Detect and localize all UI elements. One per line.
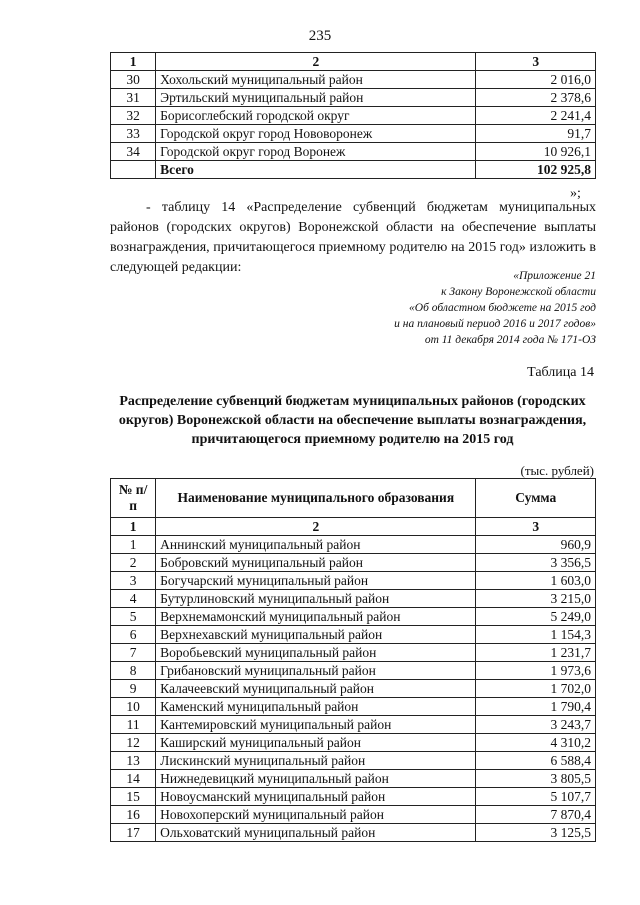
table-row: [111, 680, 596, 698]
table-row: [111, 644, 596, 662]
page-number: 235: [308, 28, 332, 44]
total-empty-cell: [111, 161, 156, 179]
row-number: 8: [111, 662, 156, 680]
appendix-line: и на плановый период 2016 и 2017 годов»: [394, 318, 596, 330]
row-name: Городской округ город Нововоронеж: [156, 125, 476, 143]
row-name: Бобровский муниципальный район: [156, 554, 476, 572]
row-number: 16: [111, 806, 156, 824]
row-name: Кантемировский муниципальный район: [156, 716, 476, 734]
total-value: 102 925,8: [476, 161, 596, 179]
row-number: 33: [111, 125, 156, 143]
row-value: 5 249,0: [476, 608, 596, 626]
appendix-line: «Приложение 21: [513, 270, 596, 282]
row-name: Воробьевский муниципальный район: [156, 644, 476, 662]
row-number: 9: [111, 680, 156, 698]
row-value: 2 378,6: [476, 89, 596, 107]
table-row: [111, 554, 596, 572]
row-value: 10 926,1: [476, 143, 596, 161]
table-row: [111, 806, 596, 824]
units-label: (тыс. рублей): [520, 463, 594, 478]
row-name: Нижнедевицкий муниципальный район: [156, 770, 476, 788]
table-row: [111, 71, 596, 89]
row-value: 6 588,4: [476, 752, 596, 770]
row-number: 6: [111, 626, 156, 644]
table-row: [111, 734, 596, 752]
row-name: Лискинский муниципальный район: [156, 752, 476, 770]
table-header-row: [111, 479, 596, 518]
row-number: 11: [111, 716, 156, 734]
table-row: [111, 608, 596, 626]
row-number: 4: [111, 590, 156, 608]
col-number: 1: [111, 518, 156, 536]
table-row: [111, 107, 596, 125]
header-name: Наименование муниципального образования: [156, 479, 476, 518]
row-value: 7 870,4: [476, 806, 596, 824]
table-header-row: [111, 53, 596, 71]
row-number: 12: [111, 734, 156, 752]
table-row: [111, 125, 596, 143]
row-name: Новохоперский муниципальный район: [156, 806, 476, 824]
table-row: [111, 536, 596, 554]
table-row: [111, 662, 596, 680]
total-row: [111, 161, 596, 179]
col-header-1: 1: [111, 53, 156, 71]
col-number: 3: [476, 518, 596, 536]
row-value: 1 973,6: [476, 662, 596, 680]
row-value: 5 107,7: [476, 788, 596, 806]
total-label: Всего: [156, 161, 476, 179]
top-table: [110, 52, 596, 179]
row-number: 31: [111, 89, 156, 107]
row-value: 1 231,7: [476, 644, 596, 662]
row-value: 2 241,4: [476, 107, 596, 125]
row-name: Хохольский муниципальный район: [156, 71, 476, 89]
table-row: [111, 626, 596, 644]
table-row: [111, 89, 596, 107]
col-header-3: 3: [476, 53, 596, 71]
row-value: 2 016,0: [476, 71, 596, 89]
appendix-reference: [276, 268, 596, 348]
row-number: 15: [111, 788, 156, 806]
appendix-line: от 11 декабря 2014 года № 171-ОЗ: [424, 334, 596, 346]
row-name: Каменский муниципальный район: [156, 698, 476, 716]
row-name: Аннинский муниципальный район: [156, 536, 476, 554]
table-row: [111, 143, 596, 161]
row-value: 3 356,5: [476, 554, 596, 572]
row-name: Калачеевский муниципальный район: [156, 680, 476, 698]
row-name: Верхнехавский муниципальный район: [156, 626, 476, 644]
row-number: 1: [111, 536, 156, 554]
row-value: 3 805,5: [476, 770, 596, 788]
row-name: Грибановский муниципальный район: [156, 662, 476, 680]
row-name: Богучарский муниципальный район: [156, 572, 476, 590]
row-value: 960,9: [476, 536, 596, 554]
row-number: 3: [111, 572, 156, 590]
table-label: Таблица 14: [527, 365, 594, 380]
row-name: Верхнемамонский муниципальный район: [156, 608, 476, 626]
row-number: 30: [111, 71, 156, 89]
table-row: [111, 572, 596, 590]
row-name: Борисоглебский городской округ: [156, 107, 476, 125]
row-name: Городской округ город Воронеж: [156, 143, 476, 161]
row-value: 3 243,7: [476, 716, 596, 734]
row-value: 3 125,5: [476, 824, 596, 842]
row-number: 32: [111, 107, 156, 125]
row-name: Бутурлиновский муниципальный район: [156, 590, 476, 608]
row-name: Ольховатский муниципальный район: [156, 824, 476, 842]
row-number: 2: [111, 554, 156, 572]
table-row: [111, 590, 596, 608]
row-name: Новоусманский муниципальный район: [156, 788, 476, 806]
table-row: [111, 698, 596, 716]
column-number-row: [111, 518, 596, 536]
row-number: 5: [111, 608, 156, 626]
row-number: 7: [111, 644, 156, 662]
table-title: Распределение субвенций бюджетам муниципальных районов (городских округов) Воронежской области на обеспечение выплаты вознаграждения, причитающегося приемному родителю на 2015 год: [118, 394, 587, 447]
table-row: [111, 824, 596, 842]
row-number: 10: [111, 698, 156, 716]
header-num: № п/п: [111, 479, 156, 518]
row-name: Эртильский муниципальный район: [156, 89, 476, 107]
col-header-2: 2: [156, 53, 476, 71]
table-row: [111, 788, 596, 806]
closing-quote: »;: [570, 186, 581, 201]
table-row: [111, 752, 596, 770]
appendix-line: «Об областном бюджете на 2015 год: [409, 302, 596, 314]
table-row: [111, 770, 596, 788]
row-number: 34: [111, 143, 156, 161]
amendment-paragraph: - таблицу 14 «Распределение субвенций бюджетам муниципальных районов (городских округов) Воронежской области на обеспечение выплаты вознаграждения, причитающегося приемному родителю на 2015 год» изложить в следующей редакции:: [110, 200, 596, 275]
row-value: 1 702,0: [476, 680, 596, 698]
row-name: Каширский муниципальный район: [156, 734, 476, 752]
row-number: 13: [111, 752, 156, 770]
row-value: 1 603,0: [476, 572, 596, 590]
row-value: 4 310,2: [476, 734, 596, 752]
header-sum: Сумма: [476, 479, 596, 518]
appendix-line: к Закону Воронежской области: [441, 286, 596, 298]
row-value: 1 154,3: [476, 626, 596, 644]
main-table: [110, 478, 596, 842]
row-number: 17: [111, 824, 156, 842]
col-number: 2: [156, 518, 476, 536]
table-row: [111, 716, 596, 734]
row-number: 14: [111, 770, 156, 788]
row-value: 3 215,0: [476, 590, 596, 608]
row-value: 1 790,4: [476, 698, 596, 716]
row-value: 91,7: [476, 125, 596, 143]
